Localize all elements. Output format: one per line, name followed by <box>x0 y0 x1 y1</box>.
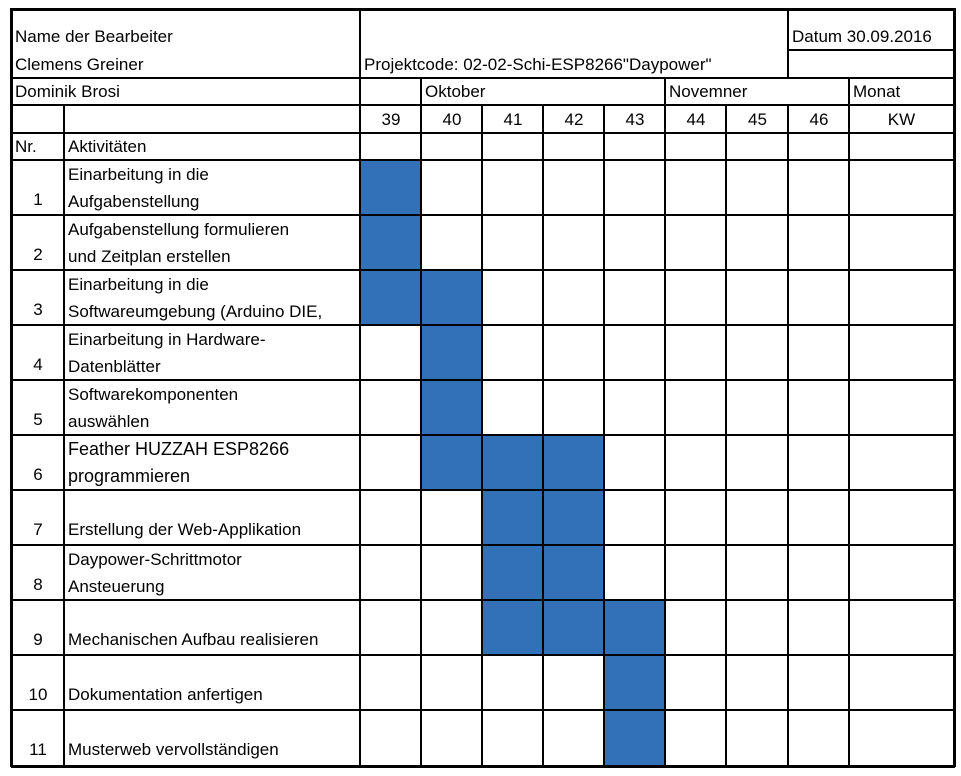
grid-line <box>359 9 361 766</box>
schedule-bar <box>604 655 665 710</box>
schedule-bar <box>543 490 604 545</box>
grid-line <box>542 105 544 766</box>
month-name: Novemner <box>669 82 748 101</box>
schedule-bar <box>482 545 543 600</box>
schedule-bar <box>421 435 482 490</box>
activity-cell <box>65 545 360 600</box>
schedule-bar <box>482 490 543 545</box>
activity-cell <box>65 270 360 325</box>
week-number: 45 <box>748 110 767 129</box>
activity-text: Aufgabenstellung <box>68 192 200 211</box>
activity-text: Dokumentation anfertigen <box>68 685 263 704</box>
activity-cell <box>65 160 360 215</box>
grid-line <box>725 105 727 766</box>
activity-text: Aufgabenstellung formulieren <box>68 220 290 239</box>
week-number: 44 <box>686 110 706 129</box>
name-label: Name der Bearbeiter <box>15 27 173 46</box>
activity-text: Feather HUZZAH ESP8266 <box>68 439 290 459</box>
activity-cell <box>65 655 360 710</box>
schedule-bar <box>360 270 421 325</box>
grid-line <box>11 765 955 768</box>
row-number: 1 <box>33 190 43 209</box>
grid-line <box>11 77 954 79</box>
activity-text: Datenblätter <box>68 357 161 376</box>
activity-text: Ansteuerung <box>68 577 165 596</box>
schedule-bar <box>604 600 665 655</box>
row-number: 9 <box>33 630 43 649</box>
schedule-bar <box>482 435 543 490</box>
activity-cell <box>65 325 360 380</box>
schedule-bar <box>543 600 604 655</box>
month-name: Oktober <box>425 82 486 101</box>
grid-line <box>787 9 789 78</box>
activity-text: Einarbeitung in die <box>68 275 209 294</box>
row-number: 5 <box>33 410 43 429</box>
activities-column-header: Aktivitäten <box>68 137 147 156</box>
activity-text: auswählen <box>68 412 150 431</box>
date-label: Datum 30.09.2016 <box>792 27 932 46</box>
schedule-bar <box>421 325 482 380</box>
member-name: Dominik Brosi <box>15 82 120 101</box>
row-number: 7 <box>33 520 43 539</box>
activity-cell <box>65 710 360 765</box>
schedule-bar <box>421 380 482 435</box>
activity-text: Daypower-Schrittmotor <box>68 550 242 569</box>
schedule-bar <box>360 215 421 270</box>
row-number: 11 <box>29 740 47 759</box>
row-number: 8 <box>33 575 43 594</box>
activity-text: Softwareumgebung (Arduino DIE, <box>68 302 323 321</box>
activity-cell <box>65 600 360 655</box>
grid-line <box>848 78 850 766</box>
activity-text: programmieren <box>68 466 191 486</box>
row-number: 6 <box>33 465 43 484</box>
schedule-bar <box>604 710 665 765</box>
grid-line <box>787 105 789 766</box>
activity-cell <box>65 215 360 270</box>
activity-text: Einarbeitung in Hardware- <box>68 330 266 349</box>
week-number: 41 <box>503 110 523 129</box>
kw-label: KW <box>887 110 916 129</box>
activity-cell <box>65 380 360 435</box>
month-label: Monat <box>853 82 901 101</box>
activity-cell <box>65 435 360 490</box>
activity-cell <box>65 490 360 545</box>
schedule-bar <box>360 160 421 215</box>
schedule-bar <box>421 270 482 325</box>
activity-text: Erstellung der Web-Applikation <box>68 520 302 539</box>
grid-line <box>420 78 422 766</box>
row-number: 4 <box>33 355 43 374</box>
row-number: 2 <box>33 245 43 264</box>
row-number: 3 <box>33 300 43 319</box>
grid-line <box>63 105 65 766</box>
grid-line <box>664 78 666 766</box>
member-name: Clemens Greiner <box>15 55 144 74</box>
schedule-bar <box>482 600 543 655</box>
grid-line <box>481 105 483 766</box>
week-number: 46 <box>809 110 829 129</box>
grid-line <box>788 49 954 51</box>
week-number: 43 <box>625 110 645 129</box>
activity-text: Mechanischen Aufbau realisieren <box>68 630 319 649</box>
project-code: Projektcode: 02-02-Schi-ESP8266"Daypower" <box>364 55 712 74</box>
activity-text: Softwarekomponenten <box>68 385 239 404</box>
week-number: 42 <box>564 110 584 129</box>
grid-line <box>11 8 955 11</box>
grid-line <box>603 105 605 766</box>
activity-text: und Zeitplan erstellen <box>68 247 231 266</box>
row-number: 10 <box>28 685 48 704</box>
schedule-bar <box>543 545 604 600</box>
schedule-bar <box>543 435 604 490</box>
week-number: 40 <box>442 110 462 129</box>
activity-text: Einarbeitung in die <box>68 165 209 184</box>
activity-text: Musterweb vervollständigen <box>68 740 279 759</box>
week-number: 39 <box>381 110 401 129</box>
nr-column-header: Nr. <box>15 137 37 156</box>
